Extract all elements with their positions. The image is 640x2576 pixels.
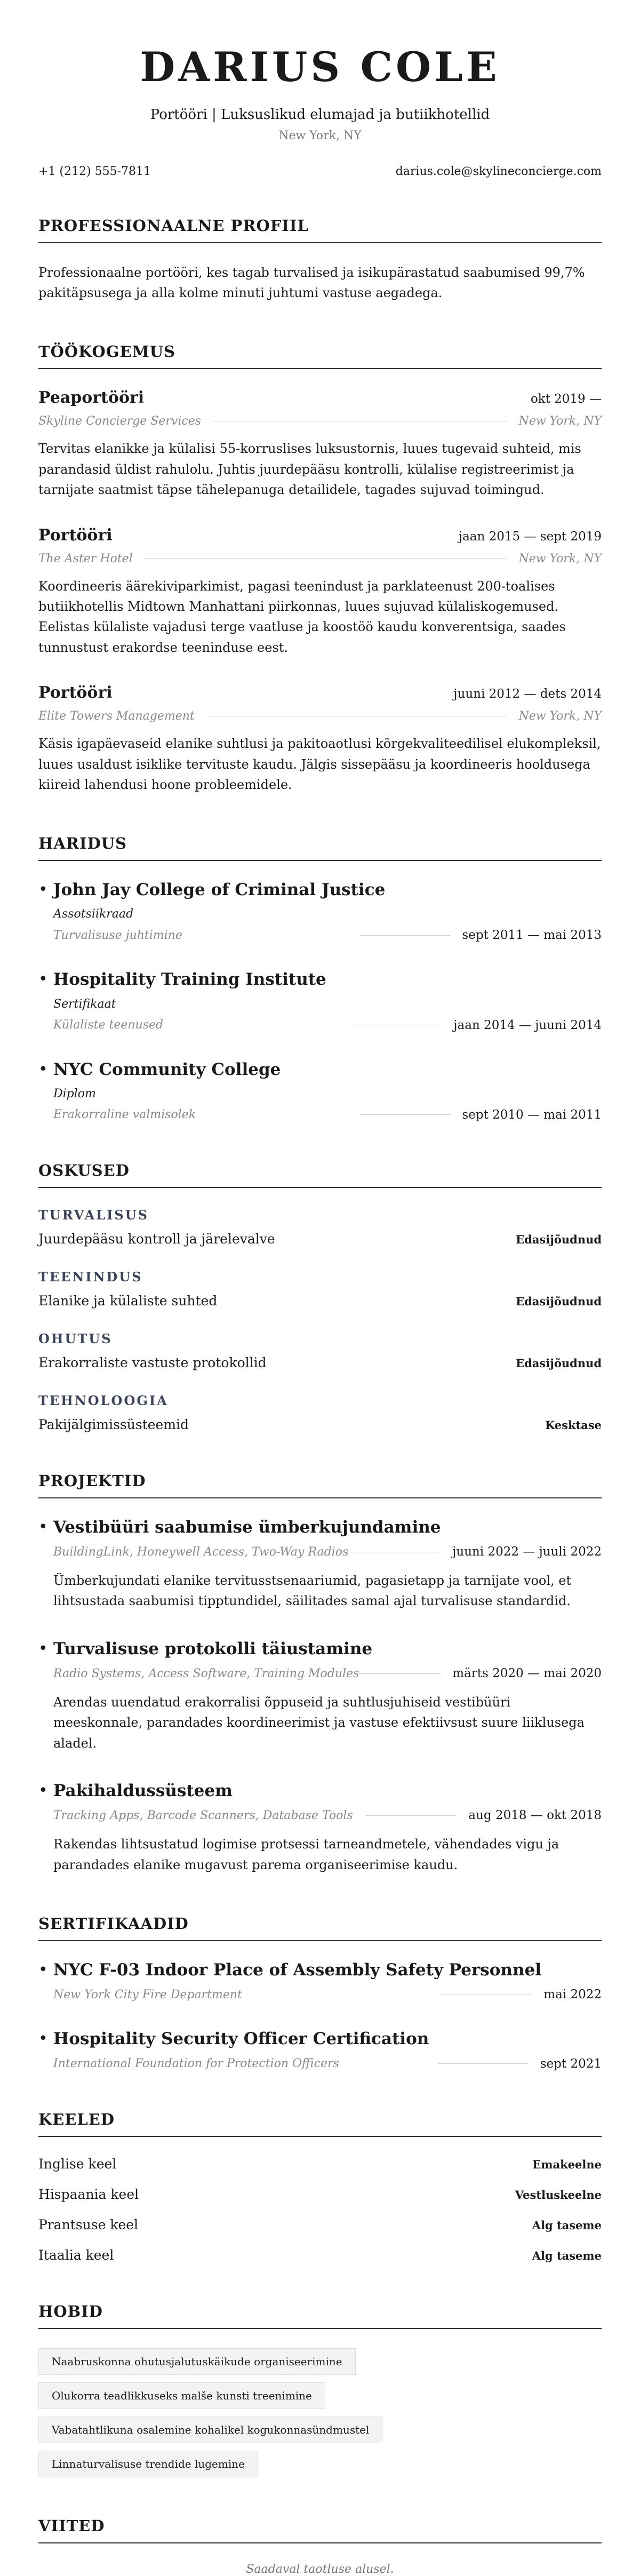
hobby-tag: Vabatahtlikuna osalemine kohalikel kogukonnasündmustel bbox=[38, 2417, 382, 2443]
education-entry bbox=[38, 970, 602, 1032]
resume-header bbox=[38, 45, 602, 178]
leader-line bbox=[366, 1815, 457, 1816]
profile-text: Professionaalne portööri, kes tagab turvalised ja isikupärastatud saabumised 99,7% pakitäpsusega ja alla kolme minuti juhtumi vastuse aegadega. bbox=[38, 265, 585, 300]
references-text: Saadaval taotluse alusel. bbox=[246, 2562, 394, 2576]
skill-category: TEENINDUS bbox=[38, 1269, 143, 1285]
degree: Sertifikaat bbox=[53, 997, 116, 1011]
language-row bbox=[38, 2187, 602, 2202]
skill-group bbox=[38, 1393, 602, 1432]
job-title: Portööri bbox=[38, 525, 113, 545]
skill-name: Erakorraliste vastuste protokollid bbox=[38, 1354, 267, 1370]
project-entry bbox=[38, 1781, 602, 1875]
skill-name: Elanike ja külaliste suhted bbox=[38, 1293, 218, 1309]
degree: Assotsiikraad bbox=[53, 907, 134, 921]
study-dates: jaan 2014 — juuni 2014 bbox=[453, 1018, 602, 1032]
contact-row bbox=[38, 165, 602, 178]
experience-entry bbox=[38, 683, 602, 795]
experience-section bbox=[38, 342, 602, 795]
language-level: Emakeelne bbox=[532, 2157, 602, 2171]
section-title: KEELED bbox=[38, 2110, 602, 2137]
school-name: John Jay College of Criminal Justice bbox=[53, 880, 386, 900]
bullet-icon: • bbox=[38, 1059, 48, 1079]
project-name: Pakihaldussüsteem bbox=[53, 1781, 233, 1801]
experience-entry bbox=[38, 526, 602, 658]
skill-category: OHUTUS bbox=[38, 1330, 113, 1346]
language-level: Alg taseme bbox=[532, 2218, 602, 2232]
employer: Elite Towers Management bbox=[38, 709, 195, 723]
language-name: Prantsuse keel bbox=[38, 2216, 139, 2232]
project-name: Vestibüüri saabumise ümberkujundamine bbox=[53, 1517, 441, 1537]
skills-section bbox=[38, 1161, 602, 1432]
employer: Skyline Concierge Services bbox=[38, 414, 202, 428]
language-name: Hispaania keel bbox=[38, 2186, 139, 2202]
skill-level: Edasijõudnud bbox=[516, 1232, 602, 1246]
hobbies-section bbox=[38, 2302, 602, 2477]
certification-entry bbox=[38, 1960, 602, 2001]
skill-name: Pakijälgimissüsteemid bbox=[38, 1416, 189, 1432]
candidate-headline: Portööri | Luksuslikud elumajad ja butiikhotellid bbox=[150, 106, 490, 123]
employer: The Aster Hotel bbox=[38, 552, 133, 565]
profile-section bbox=[38, 217, 602, 304]
job-location: New York, NY bbox=[518, 414, 602, 428]
bullet-icon: • bbox=[38, 1639, 48, 1658]
bullet-icon: • bbox=[38, 1517, 48, 1536]
project-dates: aug 2018 — okt 2018 bbox=[468, 1808, 602, 1823]
project-tools: BuildingLink, Honeywell Access, Two-Way Radios bbox=[53, 1545, 349, 1559]
project-dates: märts 2020 — mai 2020 bbox=[452, 1666, 602, 1680]
candidate-name: DARIUS COLE bbox=[140, 43, 500, 91]
leader-line bbox=[359, 935, 450, 936]
study-dates: sept 2011 — mai 2013 bbox=[462, 928, 602, 943]
project-entry bbox=[38, 1518, 602, 1612]
projects-section bbox=[38, 1472, 602, 1875]
skill-group bbox=[38, 1331, 602, 1370]
skill-group bbox=[38, 1207, 602, 1247]
leader-line bbox=[359, 1114, 450, 1115]
section-title: HARIDUS bbox=[38, 834, 602, 861]
email-address: darius.cole@skylineconcierge.com bbox=[395, 164, 602, 178]
project-name: Turvalisuse protokolli täiustamine bbox=[53, 1639, 373, 1658]
project-tools: Radio Systems, Access Software, Training Modules bbox=[53, 1666, 359, 1680]
project-description: Arendas uuendatud erakorralisi õppuseid ja suhtlusjuhiseid vestibüüri meeskonnale, parandades koordineerimist ja vastuse efektiivsust suure liiklusega aladel. bbox=[53, 1695, 585, 1751]
phone-number: +1 (212) 555-7811 bbox=[38, 164, 151, 178]
certification-issuer: New York City Fire Department bbox=[53, 1988, 242, 2001]
job-description: Käsis igapäevaseid elanike suhtlusi ja pakitoaotlusi kõrgekvaliteedilisel elukompleksil, luues usaldust isiklike tervituste kaudu. Jälgis sissepääsu ja koordineeris hooldusega kiireid lahendusi hoone probleemidele. bbox=[38, 736, 601, 792]
job-dates: okt 2019 — bbox=[530, 392, 602, 406]
job-title: Peaportööri bbox=[38, 388, 145, 408]
job-dates: jaan 2015 — sept 2019 bbox=[458, 529, 602, 544]
education-entry bbox=[38, 1060, 602, 1122]
language-level: Vestluskeelne bbox=[515, 2188, 602, 2202]
section-title: VIITED bbox=[38, 2517, 602, 2543]
certification-entry bbox=[38, 2029, 602, 2070]
certification-issuer: International Foundation for Protection Officers bbox=[53, 2057, 339, 2071]
section-title: OSKUSED bbox=[38, 1161, 602, 1188]
skill-category: TEHNOLOOGIA bbox=[38, 1392, 169, 1408]
school-name: Hospitality Training Institute bbox=[53, 970, 326, 990]
degree: Diplom bbox=[53, 1087, 96, 1100]
project-dates: juuni 2022 — juuli 2022 bbox=[452, 1545, 602, 1559]
candidate-location: New York, NY bbox=[278, 129, 362, 142]
project-description: Ümberkujundati elanike tervitusstsenaariumid, pagasietapp ja tarnijate vool, et lihtsustada saabumisi tipptundidel, säilitades samal ajal turvalisuse standardid. bbox=[53, 1573, 572, 1609]
section-title: PROFESSIONAALNE PROFIIL bbox=[38, 217, 602, 243]
section-title: TÖÖKOGEMUS bbox=[38, 342, 602, 369]
skill-level: Kesktase bbox=[545, 1418, 602, 1432]
certification-date: sept 2021 bbox=[540, 2056, 602, 2071]
certifications-section bbox=[38, 1915, 602, 2070]
hobby-tag: Olukorra teadlikkuseks malše kunsti treenimine bbox=[38, 2382, 325, 2409]
job-location: New York, NY bbox=[518, 552, 602, 565]
experience-entry bbox=[38, 388, 602, 500]
hobby-tags bbox=[38, 2348, 602, 2477]
bullet-icon: • bbox=[38, 1960, 48, 1980]
skill-level: Edasijõudnud bbox=[516, 1294, 602, 1308]
skill-name: Juurdepääsu kontroll ja järelevalve bbox=[38, 1231, 275, 1247]
bullet-icon: • bbox=[38, 880, 48, 899]
certification-date: mai 2022 bbox=[543, 1988, 602, 2002]
job-title: Portööri bbox=[38, 683, 113, 703]
section-title: HOBID bbox=[38, 2302, 602, 2329]
project-tools: Tracking Apps, Barcode Scanners, Database Tools bbox=[53, 1808, 353, 1822]
leader-line bbox=[359, 1673, 441, 1674]
job-description: Tervitas elanikke ja külalisi 55-korruslises luksustornis, luues tugevaid suhteid, mis parandasid üldist rahulolu. Juhtis juurdepääsu kontrolli, külalise registreerimist ja tarnijate saatmist täpse tähelepanuga detailidele, tagades sujuvad toimingud. bbox=[38, 441, 581, 498]
study-dates: sept 2010 — mai 2011 bbox=[462, 1107, 602, 1122]
language-level: Alg taseme bbox=[532, 2248, 602, 2262]
languages-section bbox=[38, 2110, 602, 2263]
language-row bbox=[38, 2217, 602, 2232]
language-row bbox=[38, 2247, 602, 2263]
skill-category: TURVALISUS bbox=[38, 1207, 149, 1223]
leader-line bbox=[438, 2063, 529, 2064]
skill-level: Edasijõudnud bbox=[516, 1356, 602, 1370]
field-of-study: Külaliste teenused bbox=[53, 1018, 164, 1032]
job-location: New York, NY bbox=[518, 709, 602, 723]
section-title: SERTIFIKAADID bbox=[38, 1915, 602, 1941]
education-section bbox=[38, 834, 602, 1122]
hobby-tag: Naabruskonna ohutusjalutuskäikude organiseerimine bbox=[38, 2348, 356, 2375]
bullet-icon: • bbox=[38, 970, 48, 989]
references-section bbox=[38, 2517, 602, 2576]
school-name: NYC Community College bbox=[53, 1059, 281, 1079]
language-name: Itaalia keel bbox=[38, 2247, 114, 2263]
language-row bbox=[38, 2156, 602, 2172]
project-entry bbox=[38, 1639, 602, 1753]
section-title: PROJEKTID bbox=[38, 1472, 602, 1498]
certification-name: NYC F-03 Indoor Place of Assembly Safety Personnel bbox=[53, 1960, 541, 1980]
project-description: Rakendas lihtsustatud logimise protsessi tarneandmetele, vähendades vigu ja parandades elanike mugavust parema organiseerimise kaudu. bbox=[53, 1837, 559, 1872]
bullet-icon: • bbox=[38, 2029, 48, 2048]
skill-group bbox=[38, 1269, 602, 1309]
bullet-icon: • bbox=[38, 1781, 48, 1800]
education-entry bbox=[38, 880, 602, 942]
job-description: Koordineeris äärekiviparkimist, pagasi teenindust ja parklateenust 200-toalises butiikhotellis Midtown Manhattani piirkonnas, luues sujuvad külaliskogemused. Eelistas külaliste vajadusi terge vaatluse ja koostöö kaudu konverentsiga, saades tunnustust erakordse teeninduse eest. bbox=[38, 578, 566, 655]
language-name: Inglise keel bbox=[38, 2156, 117, 2172]
field-of-study: Turvalisuse juhtimine bbox=[53, 928, 182, 942]
job-dates: juuni 2012 — dets 2014 bbox=[453, 687, 602, 701]
field-of-study: Erakorraline valmisolek bbox=[53, 1108, 196, 1122]
hobby-tag: Linnaturvalisuse trendide lugemine bbox=[38, 2451, 258, 2477]
certification-name: Hospitality Security Officer Certification bbox=[53, 2029, 429, 2049]
